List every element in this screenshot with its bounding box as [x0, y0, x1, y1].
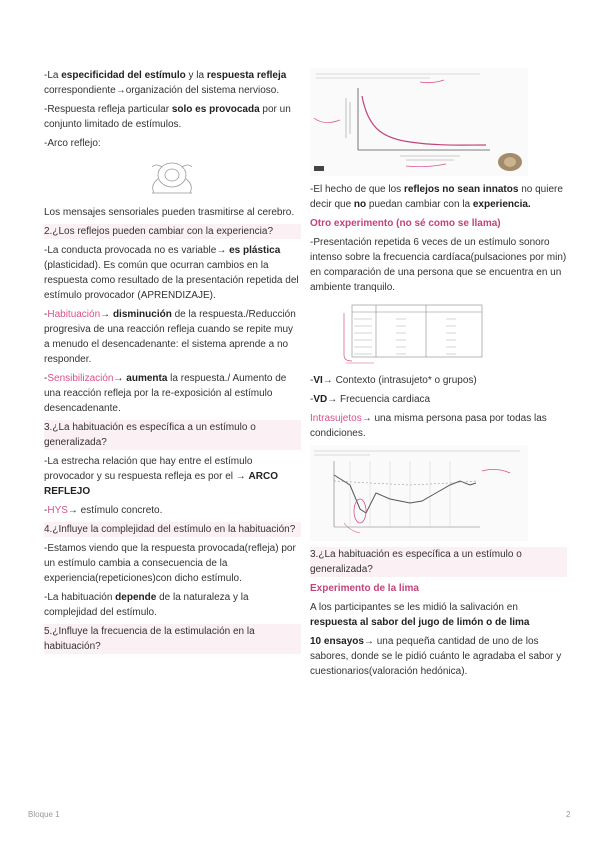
salivation-paragraph: A los participantes se les midió la salivación en respuesta al sabor del jugo de limón o de lima	[310, 602, 530, 628]
lime-experiment-heading: Experimento de la lima	[310, 583, 419, 594]
reflex-paragraph: -Respuesta refleja particular solo es provocada por un conjunto limitado de estímulos.	[44, 104, 291, 130]
reflex-arc-sketch	[44, 155, 301, 201]
page-number: 2	[566, 810, 571, 819]
question-4: 4.¿Influye la complejidad del estímulo en la habituación?	[44, 522, 301, 537]
plasticity-paragraph: -La conducta provocada no es variable→ es plástica (plasticidad). Es común que ocurran cambios en la respuesta como resultado de la presentación repetida del estímulo provocador (APRENDIZAJE).	[44, 245, 299, 301]
left-column	[44, 68, 301, 658]
trials-paragraph: 10 ensayos→ una pequeña cantidad de uno de los sabores, donde se le pidió cuánto le agradaba el sabor y cuestionarios(valoración hedónica).	[310, 636, 562, 677]
right-column	[310, 68, 567, 683]
reflex-arc-paragraph: -La estrecha relación que hay entre el estímulo provocador y su respuesta refleja es por el → ARCO REFLEJO	[44, 456, 278, 497]
heart-rate-graph-figure	[310, 445, 528, 541]
sensitization-paragraph: -Sensibilización→ aumenta la respuesta./ Aumento de una reacción refleja por la re-exposición al estímulo desencadenante.	[44, 373, 287, 414]
hys-paragraph: -HYS→ estímulo concreto.	[44, 505, 163, 516]
question-3: 3.¿La habituación es específica a un estímulo o generalizada?	[44, 420, 301, 450]
repeated-stimulus-paragraph: -Presentación repetida 6 veces de un estímulo sonoro intenso sobre la frecuencia cardíaca(pulsaciones por min) en comparación de una persona que se encuentra en un ambiente tranquilo.	[310, 237, 567, 293]
vd-paragraph: -VD→ Frecuencia cardiaca	[310, 394, 431, 405]
question-5: 5.¿Influye la frecuencia de la estimulación en la habituación?	[44, 624, 301, 654]
heart-rate-table-figure	[316, 299, 536, 367]
experience-paragraph: -Estamos viendo que la respuesta provocada(refleja) por un estímulo cambia a consecuencia de la experiencia(repeticiones)con dicho estímulo.	[44, 543, 296, 584]
question-2: 2.¿Los reflejos pueden cambiar con la experiencia?	[44, 224, 301, 239]
footer-left: Bloque 1	[28, 810, 60, 819]
sensory-messages-paragraph: Los mensajes sensoriales pueden trasmitirse al cerebro.	[44, 207, 295, 218]
vi-paragraph: -VI→ Contexto (intrasujeto* o grupos)	[310, 375, 477, 386]
dependence-paragraph: -La habituación depende de la naturaleza y la complejidad del estímulo.	[44, 592, 249, 618]
habituation-curve-figure	[310, 68, 528, 176]
reflex-arc-label: -Arco reflejo:	[44, 138, 101, 149]
question-3-right: 3.¿La habituación es específica a un estímulo o generalizada?	[310, 547, 567, 577]
other-experiment-heading: Otro experimento (no sé como se llama)	[310, 218, 501, 229]
innate-reflex-paragraph: -El hecho de que los reflejos no sean innatos no quiere decir que no puedan cambiar con la experiencia.	[310, 184, 563, 210]
intrasubject-paragraph: Intrasujetos→ una misma persona pasa por todas las condiciones.	[310, 413, 547, 439]
specificity-paragraph: -La especificidad del estímulo y la respuesta refleja correspondiente→organización del sistema nervioso.	[44, 70, 287, 96]
habituation-paragraph: -Habituación→ disminución de la respuesta./Reducción progresiva de una reacción refleja cuando se repite muy a menudo el desencadenante: el sistema aprende a no responder.	[44, 309, 296, 365]
